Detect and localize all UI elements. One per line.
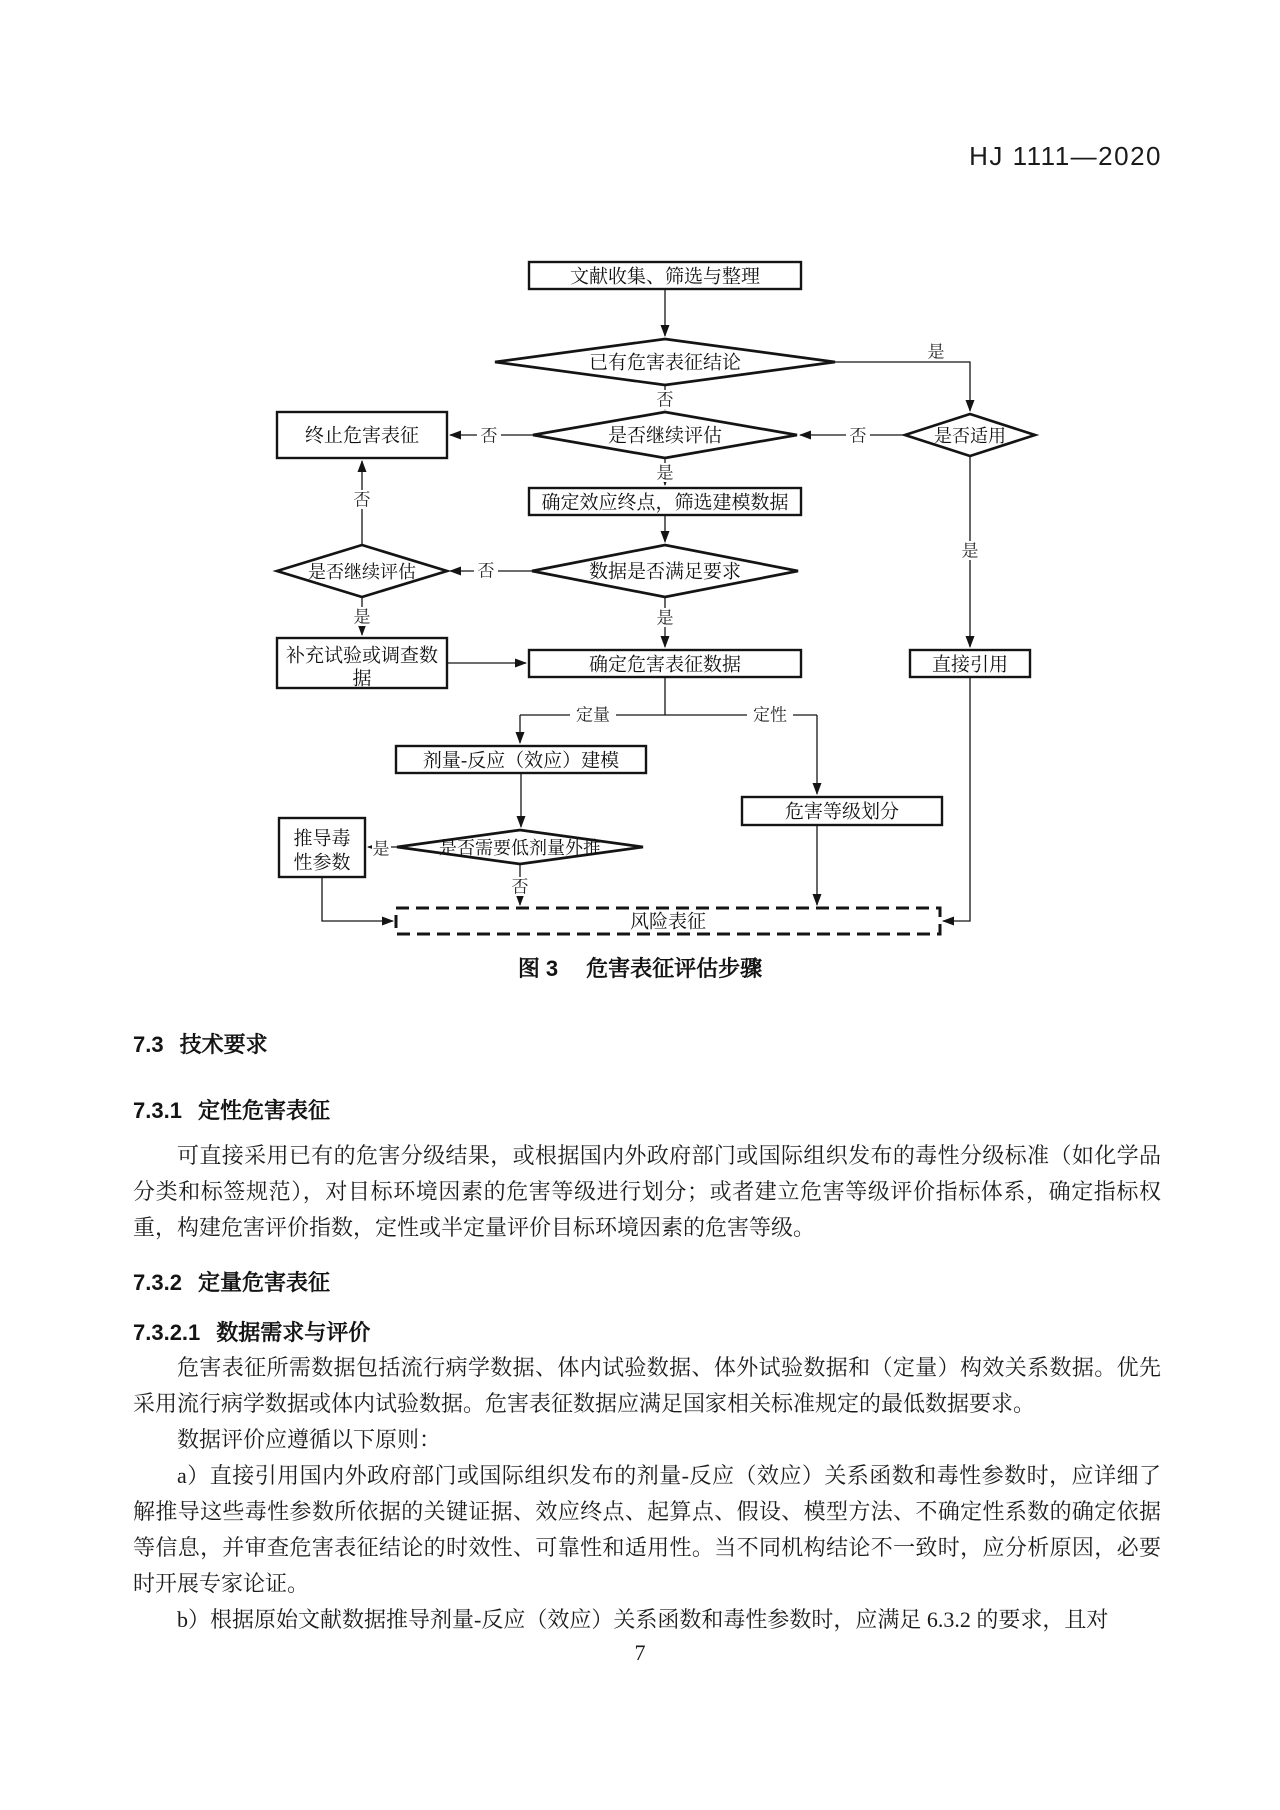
heading-title: 定量危害表征: [197, 1270, 330, 1295]
flow-text-hazard-grading: 危害等级划分: [784, 801, 900, 823]
figure-caption-number: 图 3: [517, 956, 559, 981]
flow-text-low-dose-extrapolation: 是否需要低剂量外推: [439, 838, 601, 858]
heading-7-3: [133, 1030, 1161, 1060]
label-no-lowdose: 否: [511, 877, 529, 897]
label-qualitative: 定性: [753, 705, 787, 725]
paragraph-principle-a: a）直接引用国内外政府部门或国际组织发布的剂量-反应（效应）关系函数和毒性参数时，应详细了解推导这些毒性参数所依据的关键证据、效应终点、起算点、假设、模型方法、不确定性系数的确定依据等信息，并审查危害表征结论的时效性、可靠性和适用性。当不同机构结论不一致时，应分析原因，必要时开展专家论证。: [133, 1463, 1161, 1596]
flow-text-determine-endpoint: 确定效应终点，筛选建模数据: [541, 492, 789, 514]
edge-conclusion-yes-to-applicable: [835, 362, 970, 411]
document-number: HJ 1111—2020: [969, 141, 1162, 171]
flow-text-data-sufficient: 数据是否满足要求: [588, 561, 742, 583]
flow-text-literature-collection: 文献收集、筛选与整理: [569, 266, 761, 288]
heading-title: 定性危害表征: [197, 1098, 330, 1123]
flow-text-continue-eval-1: 是否继续评估: [607, 425, 723, 447]
flow-text-supplement-line1: 补充试验或调查数: [285, 645, 439, 667]
edge-cite-to-risk: [943, 677, 970, 921]
flow-text-direct-cite: 直接引用: [931, 654, 1009, 676]
paragraph-7-3-1: 可直接采用已有的危害分级结果，或根据国内外政府部门或国际组织发布的毒性分级标准（如化学品分类和标签规范），对目标环境因素的危害等级进行划分；或者建立危害等级评价指标体系，确定指标权重，构建危害评价指数，定性或半定量评价目标环境因素的危害等级。: [133, 1143, 1161, 1240]
label-yes-conclusion: 是: [927, 342, 945, 362]
heading-number: 7.3.2: [133, 1270, 182, 1295]
flow-text-applicable: 是否适用: [934, 426, 1006, 446]
flow-text-determine-data: 确定危害表征数据: [588, 654, 742, 676]
paragraph-data-requirements: 危害表征所需数据包括流行病学数据、体内试验数据、体外试验数据和（定量）构效关系数据。优先采用流行病学数据或体内试验数据。危害表征数据应满足国家相关标准规定的最低数据要求。: [133, 1355, 1161, 1416]
label-no-conclusion: 否: [656, 390, 674, 410]
flow-text-supplement-line2: 据: [352, 668, 372, 690]
heading-7-3-2: [133, 1268, 1161, 1298]
flow-text-derive-line1: 推导毒: [293, 828, 351, 850]
page-number: 7: [634, 1640, 646, 1665]
label-no-applicable: 否: [849, 426, 867, 446]
flow-text-derive-line2: 性参数: [293, 852, 351, 874]
document-body: [133, 1030, 1161, 1638]
label-yes-applicable: 是: [961, 541, 979, 561]
paragraph-principles-intro: 数据评价应遵循以下原则：: [177, 1427, 442, 1452]
label-quantitative: 定量: [576, 705, 610, 725]
edge-derive-to-risk: [322, 877, 393, 921]
figure-caption-title: 危害表征评估步骤: [586, 956, 763, 981]
heading-title: 技术要求: [179, 1032, 268, 1057]
label-yes-continue1: 是: [656, 463, 674, 483]
flow-text-dose-response-modeling: 剂量-反应（效应）建模: [422, 750, 620, 772]
heading-number: 7.3: [133, 1032, 164, 1057]
flow-text-terminate: 终止危害表征: [304, 425, 420, 447]
heading-7-3-2-1: [133, 1318, 1161, 1348]
heading-7-3-1: [133, 1096, 1161, 1126]
paragraph-principle-b: b）根据原始文献数据推导剂量-反应（效应）关系函数和毒性参数时，应满足 6.3.2 的要求，且对: [177, 1607, 1109, 1632]
label-no-continue1: 否: [480, 426, 498, 446]
flow-text-continue-eval-2: 是否继续评估: [308, 562, 416, 582]
heading-number: 7.3.1: [133, 1098, 182, 1123]
label-no-continue2-up: 否: [353, 490, 371, 510]
heading-title: 数据需求与评价: [216, 1320, 371, 1345]
flow-text-existing-conclusion: 已有危害表征结论: [588, 352, 742, 374]
figure-caption: [0, 952, 1280, 983]
label-yes-continue2: 是: [353, 607, 371, 627]
label-yes-sufficient: 是: [656, 608, 674, 628]
flow-text-risk-characterization: 风险表征: [629, 911, 707, 933]
heading-number: 7.3.2.1: [133, 1320, 201, 1345]
label-no-sufficient: 否: [477, 561, 495, 581]
label-yes-lowdose: 是: [372, 839, 390, 859]
